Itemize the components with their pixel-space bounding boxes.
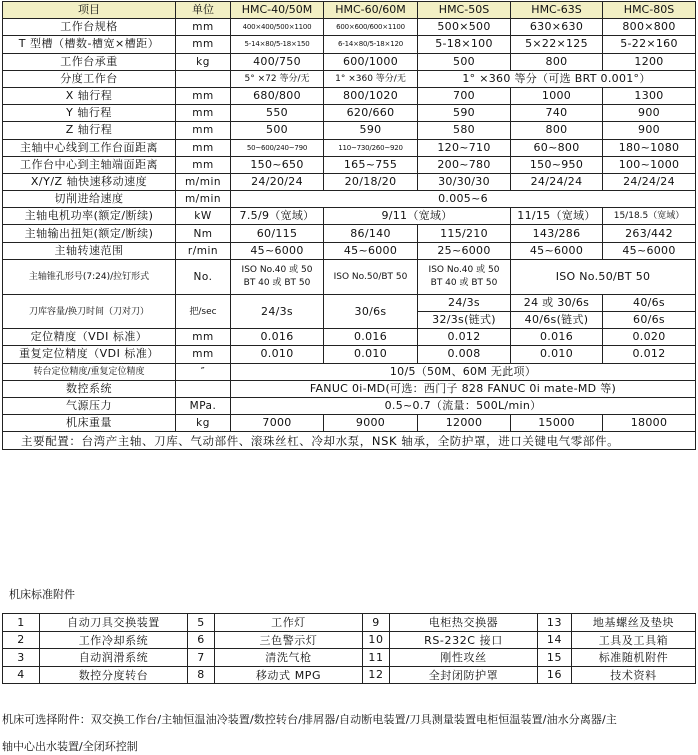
cell: 1300 [603, 87, 696, 104]
cell: 590 [324, 122, 418, 139]
row-unit: 把/sec [176, 294, 231, 328]
cell-line: BT 40 或 BT 50 [243, 277, 311, 288]
header-item: 项目 [3, 2, 176, 19]
accessory-number: 12 [363, 666, 390, 684]
row-unit: mm [176, 329, 231, 346]
cell: 150~950 [511, 156, 603, 173]
spec-row [3, 397, 696, 414]
cell: 10/5（50M、60M 无此项） [231, 363, 696, 380]
cell: 0.010 [511, 346, 603, 363]
cell: 800/1020 [324, 87, 418, 104]
row-unit: No. [176, 259, 231, 294]
spec-row [3, 346, 696, 363]
row-unit: kW [176, 208, 231, 225]
cell: 5-22×160 [603, 36, 696, 53]
spec-row [3, 380, 696, 397]
accessory-row [3, 614, 696, 632]
cell: 7.5/9（宽域） [231, 208, 324, 225]
cell: 800 [511, 122, 603, 139]
row-label: 主轴锥孔形号(7:24)/拉钉形式 [3, 259, 176, 294]
cell: 600/1000 [324, 53, 418, 70]
row-unit: mm [176, 105, 231, 122]
cell: 9000 [324, 415, 418, 432]
cell: 30/30/30 [418, 173, 511, 190]
cell: 700 [418, 87, 511, 104]
row-label: 切削进给速度 [3, 191, 176, 208]
spec-row [3, 156, 696, 173]
cell: ISO No.50/BT 50 [511, 259, 696, 294]
spec-row [3, 36, 696, 53]
row-label: 转台定位精度/重复定位精度 [3, 363, 176, 380]
accessory-number: 3 [3, 649, 40, 667]
row-unit: mm [176, 19, 231, 36]
cell: 5-18×100 [418, 36, 511, 53]
row-label: 刀库容量/换刀时间（刀对刀） [3, 294, 176, 328]
cell: 32/3s(链式) [418, 312, 511, 329]
cell: 0.005~6 [231, 191, 696, 208]
spec-row [3, 105, 696, 122]
row-unit: m/min [176, 191, 231, 208]
cell [418, 259, 511, 294]
accessory-number: 10 [363, 631, 390, 649]
cell: ISO No.50/BT 50 [324, 259, 418, 294]
cell: 1000 [511, 87, 603, 104]
header-model-5: HMC-80S [603, 2, 696, 19]
spec-row [3, 294, 696, 311]
header-unit: 单位 [176, 2, 231, 19]
accessory-name: 标准随机附件 [572, 649, 696, 667]
row-unit: mm [176, 346, 231, 363]
cell: 0.5~0.7（流量：500L/min） [231, 397, 696, 414]
row-label: 重复定位精度（VDI 标准） [3, 346, 176, 363]
cell: 400×400/500×1100 [231, 19, 324, 36]
cell: 15/18.5（宽域） [603, 208, 696, 225]
cell: 0.020 [603, 329, 696, 346]
spec-row [3, 70, 696, 87]
row-label: 工作台规格 [3, 19, 176, 36]
row-label: 主轴转速范围 [3, 242, 176, 259]
accessory-name: 刚性攻丝 [390, 649, 538, 667]
optional-accessories-line-2: 轴中心出水装置/全闭环控制 [2, 740, 138, 753]
cell: 11/15（宽域） [511, 208, 603, 225]
row-unit: r/min [176, 242, 231, 259]
accessory-number: 11 [363, 649, 390, 667]
cell: 60~800 [511, 139, 603, 156]
spec-row [3, 87, 696, 104]
cell: 150~650 [231, 156, 324, 173]
cell: 500 [418, 53, 511, 70]
config-row [3, 432, 696, 450]
row-label: 主轴中心线到工作台面距离 [3, 139, 176, 156]
cell: 5° ×72 等分/无 [231, 70, 324, 87]
cell-line: ISO No.40 或 50 [428, 264, 500, 275]
header-model-4: HMC-63S [511, 2, 603, 19]
row-label: 数控系统 [3, 380, 176, 397]
cell: 143/286 [511, 225, 603, 242]
row-label: X 轴行程 [3, 87, 176, 104]
row-unit: mm [176, 156, 231, 173]
spec-table [2, 1, 696, 450]
accessory-number: 14 [538, 631, 572, 649]
cell: 86/140 [324, 225, 418, 242]
cell: 18000 [603, 415, 696, 432]
row-unit: kg [176, 53, 231, 70]
cell: 165~755 [324, 156, 418, 173]
row-label: X/Y/Z 轴快速移动速度 [3, 173, 176, 190]
cell: 45~6000 [231, 242, 324, 259]
cell: 45~6000 [324, 242, 418, 259]
accessory-number: 1 [3, 614, 40, 632]
accessory-number: 16 [538, 666, 572, 684]
accessory-name: 工具及工具箱 [572, 631, 696, 649]
accessory-row [3, 631, 696, 649]
spec-row [3, 225, 696, 242]
cell: 24/24/24 [603, 173, 696, 190]
cell: 7000 [231, 415, 324, 432]
optional-accessories-line-1: 机床可选择附件：双交换工作台/主轴恒温油冷装置/数控转台/排屑器/自动断电装置/刀具测量装置电柜恒温装置/油水分离器/主 [2, 713, 617, 726]
row-unit: m/min [176, 173, 231, 190]
cell: 550 [231, 105, 324, 122]
row-label: T 型槽（槽数-槽宽×槽距） [3, 36, 176, 53]
cell: 900 [603, 122, 696, 139]
accessory-name: 全封闭防护罩 [390, 666, 538, 684]
cell: 5×22×125 [511, 36, 603, 53]
row-unit: kg [176, 415, 231, 432]
main-config-note: 主要配置：台湾产主轴、刀库、气动部件、滚珠丝杠、冷却水泵，NSK 轴承，全防护罩，进口关键电气零部件。 [3, 432, 696, 450]
cell: 24/24/24 [511, 173, 603, 190]
row-unit [176, 380, 231, 397]
cell: 20/18/20 [324, 173, 418, 190]
cell: 680/800 [231, 87, 324, 104]
cell: 590 [418, 105, 511, 122]
spec-row [3, 139, 696, 156]
row-unit: mm [176, 139, 231, 156]
cell: 50~600/240~790 [231, 139, 324, 156]
cell: 115/210 [418, 225, 511, 242]
row-label: 分度工作台 [3, 70, 176, 87]
cell: 200~780 [418, 156, 511, 173]
cell: 25~6000 [418, 242, 511, 259]
cell: 400/750 [231, 53, 324, 70]
cell: 0.012 [418, 329, 511, 346]
cell: 900 [603, 105, 696, 122]
row-label: 主轴输出扭矩(额定/断续) [3, 225, 176, 242]
cell: 1200 [603, 53, 696, 70]
row-unit: mm [176, 87, 231, 104]
cell: 0.016 [231, 329, 324, 346]
cell: 263/442 [603, 225, 696, 242]
row-unit: ″ [176, 363, 231, 380]
cell: 0.016 [324, 329, 418, 346]
cell: 0.010 [231, 346, 324, 363]
header-model-1: HMC-40/50M [231, 2, 324, 19]
row-unit: mm [176, 36, 231, 53]
cell: 1° ×360 等分（可选 BRT 0.001°） [418, 70, 696, 87]
cell: 15000 [511, 415, 603, 432]
spec-row [3, 53, 696, 70]
spec-row [3, 208, 696, 225]
row-label: 机床重量 [3, 415, 176, 432]
accessory-number: 13 [538, 614, 572, 632]
cell: 24 或 30/6s [511, 294, 603, 311]
row-unit: MPa. [176, 397, 231, 414]
cell: 5-14×80/5-18×150 [231, 36, 324, 53]
cell [231, 259, 324, 294]
accessory-name: 清洗气枪 [215, 649, 363, 667]
accessory-number: 6 [188, 631, 215, 649]
cell: 800×800 [603, 19, 696, 36]
row-label: 定位精度（VDI 标准） [3, 329, 176, 346]
accessory-name: 电柜热交换器 [390, 614, 538, 632]
accessory-number: 9 [363, 614, 390, 632]
cell: 100~1000 [603, 156, 696, 173]
cell: 0.010 [324, 346, 418, 363]
accessories-title: 机床标准附件 [9, 588, 75, 601]
spec-row [3, 122, 696, 139]
cell: 24/3s [231, 294, 324, 328]
accessory-name: 三色警示灯 [215, 631, 363, 649]
cell: 0.008 [418, 346, 511, 363]
cell: 620/660 [324, 105, 418, 122]
accessory-name: 自动刀具交换装置 [40, 614, 188, 632]
cell: 30/6s [324, 294, 418, 328]
cell: 630×630 [511, 19, 603, 36]
cell: 800 [511, 53, 603, 70]
cell: FANUC 0i-MD(可选：西门子 828 FANUC 0i mate-MD 等) [231, 380, 696, 397]
cell: 120~710 [418, 139, 511, 156]
accessory-name: 技术资料 [572, 666, 696, 684]
cell: 45~6000 [603, 242, 696, 259]
cell: 60/6s [603, 312, 696, 329]
cell: 600×600/600×1100 [324, 19, 418, 36]
accessory-number: 8 [188, 666, 215, 684]
spec-row [3, 173, 696, 190]
cell: 24/3s [418, 294, 511, 311]
cell: 9/11（宽域） [324, 208, 511, 225]
cell: 580 [418, 122, 511, 139]
spec-row [3, 363, 696, 380]
row-label: Z 轴行程 [3, 122, 176, 139]
accessory-name: 移动式 MPG [215, 666, 363, 684]
cell: 40/6s(链式) [511, 312, 603, 329]
accessory-name: 地基螺丝及垫块 [572, 614, 696, 632]
accessory-name: 工作灯 [215, 614, 363, 632]
cell: 1° ×360 等分/无 [324, 70, 418, 87]
cell: 24/20/24 [231, 173, 324, 190]
accessory-number: 4 [3, 666, 40, 684]
cell: 0.016 [511, 329, 603, 346]
accessories-table [2, 613, 696, 684]
spec-row [3, 242, 696, 259]
cell: 180~1080 [603, 139, 696, 156]
spec-row [3, 259, 696, 294]
cell: 12000 [418, 415, 511, 432]
header-model-3: HMC-50S [418, 2, 511, 19]
cell: 500×500 [418, 19, 511, 36]
accessory-name: 自动润滑系统 [40, 649, 188, 667]
cell: 0.012 [603, 346, 696, 363]
spec-row [3, 329, 696, 346]
cell: 110~730/260~920 [324, 139, 418, 156]
spec-header-row [3, 2, 696, 19]
spec-row [3, 19, 696, 36]
accessory-name: 数控分度转台 [40, 666, 188, 684]
accessory-row [3, 666, 696, 684]
row-label: 气源压力 [3, 397, 176, 414]
cell-line: ISO No.40 或 50 [241, 264, 313, 275]
cell: 500 [231, 122, 324, 139]
row-unit [176, 70, 231, 87]
header-model-2: HMC-60/60M [324, 2, 418, 19]
accessory-name: 工作冷却系统 [40, 631, 188, 649]
accessory-number: 7 [188, 649, 215, 667]
accessory-number: 5 [188, 614, 215, 632]
row-label: 工作台承重 [3, 53, 176, 70]
row-unit: Nm [176, 225, 231, 242]
row-label: 工作台中心到主轴端面距离 [3, 156, 176, 173]
cell: 40/6s [603, 294, 696, 311]
cell: 60/115 [231, 225, 324, 242]
accessory-name: RS-232C 接口 [390, 631, 538, 649]
cell-line: BT 40 或 BT 50 [430, 277, 498, 288]
spec-row [3, 191, 696, 208]
accessory-row [3, 649, 696, 667]
row-unit: mm [176, 122, 231, 139]
row-label: 主轴电机功率(额定/断续) [3, 208, 176, 225]
accessory-number: 15 [538, 649, 572, 667]
cell: 6-14×80/5-18×120 [324, 36, 418, 53]
spec-row [3, 415, 696, 432]
cell: 45~6000 [511, 242, 603, 259]
cell: 740 [511, 105, 603, 122]
row-label: Y 轴行程 [3, 105, 176, 122]
accessory-number: 2 [3, 631, 40, 649]
